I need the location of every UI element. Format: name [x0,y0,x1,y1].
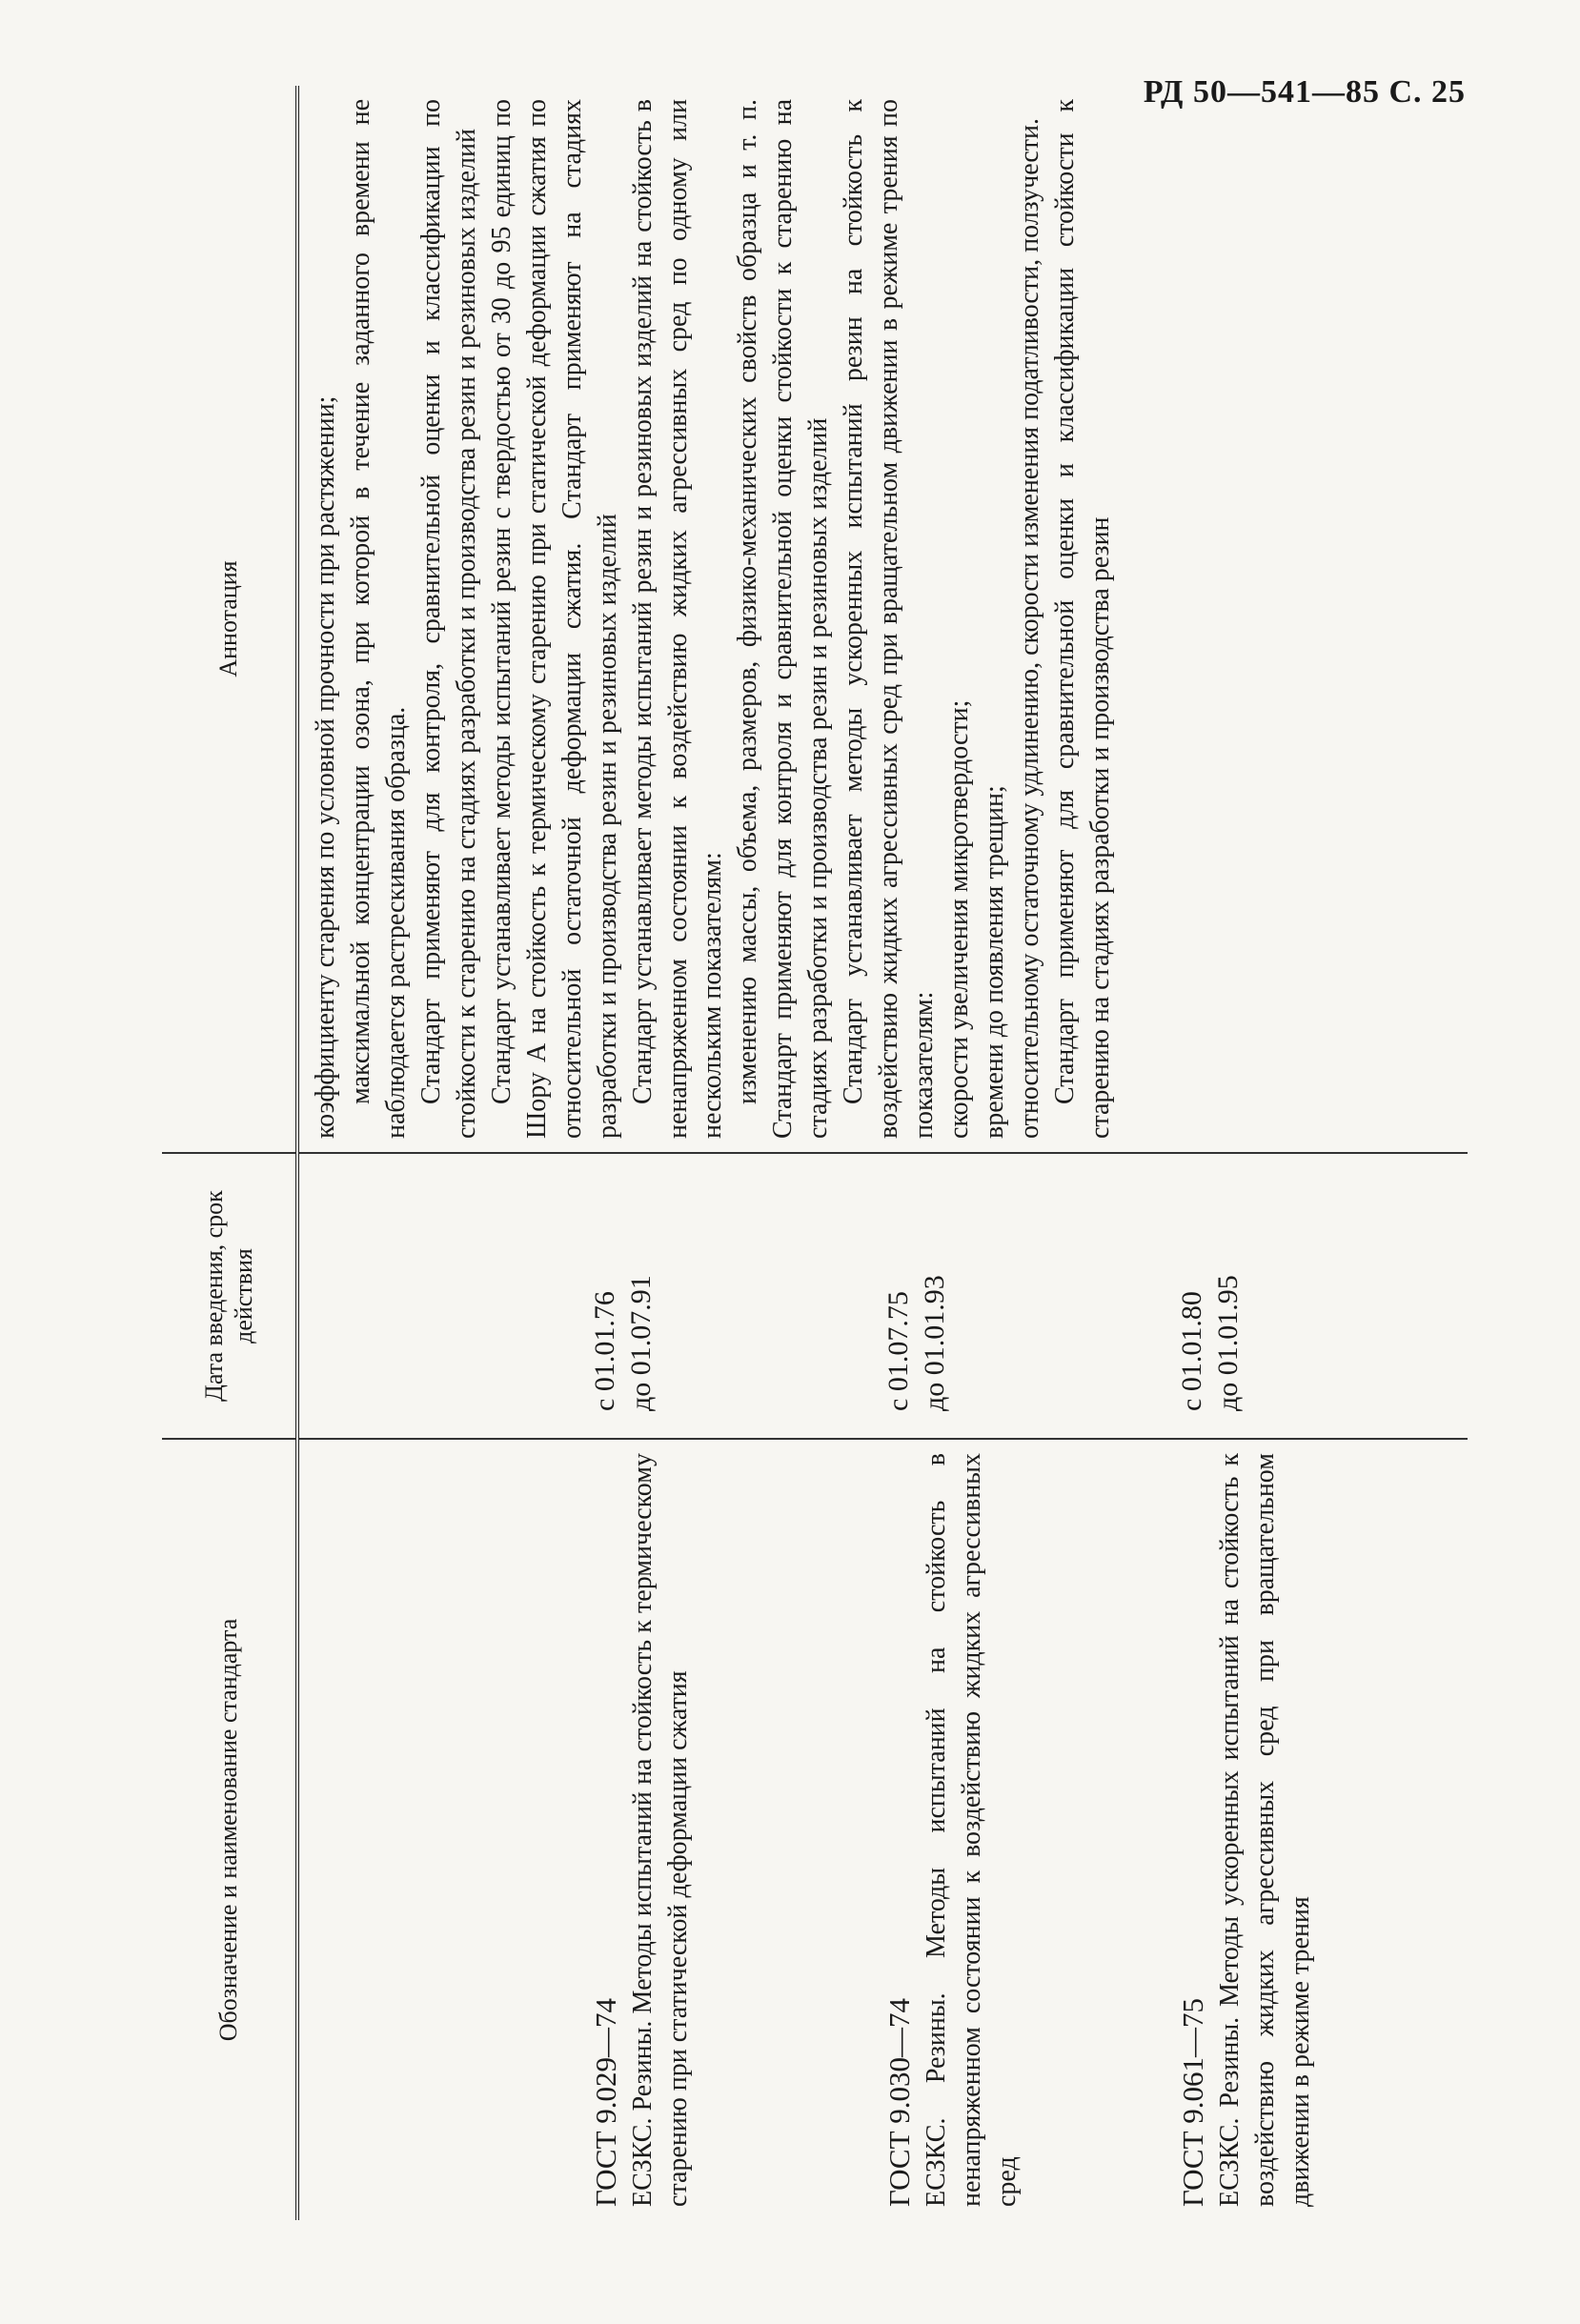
annotation-paragraph: Стандарт применяют для сравнительной оценки и классификации стойкости к старению на стадиях разработки и производства резин [1050,99,1115,1139]
annotation-paragraph: максимальной концентрации озона, при которой в течение заданного времени не наблюдается растрескивания образца. [345,99,411,1139]
standard-title: ЕСЗКС. Резины. Методы испытаний на стойкость в ненапряженном состоянии к воздействию жидких агрессивных сред [921,1453,1022,2207]
date-from: с 01.01.76 [589,1291,620,1411]
date-to: до 01.01.93 [918,1275,950,1411]
standard-title: ЕСЗКС. Резины. Методы ускоренных испытаний на стойкость к воздействию жидких агрессивных сред при вращательном движении в режиме трения [1214,1453,1315,2207]
column-header-standard: Обозначение и наименование стандарта [162,1439,297,2220]
annotation-line: скорости увеличения микротвердости; [944,699,975,1139]
date-to: до 01.01.95 [1211,1275,1244,1411]
annotation-paragraph: коэффициенту старения по условной прочности при растяжении; [311,395,340,1139]
annotation-paragraph: Стандарт устанавливает методы испытаний резин с твердостью от 30 до 95 единиц по Шору А на стойкость к термическому старению при статической деформации сжатия по относительной остаточной деформации сжатия. Стандарт применяют на стадиях разработки и производства резин и резиновых изделий [486,99,622,1139]
annotation-paragraph: изменению массы, объема, размеров, физико-механических свойств образца и т. п. Стандарт применяют для контроля и сравнительной оценки стойкости к старению на стадиях разработки и производства резин и резиновых изделий [733,99,834,1139]
table-header-row [162,86,297,2220]
standard-entry [587,1453,881,2207]
date-entry [587,1167,881,1425]
date-from: с 01.07.75 [882,1291,914,1411]
annotation-cell [297,86,1468,1153]
standard-entry [881,1453,1174,2207]
table-body-row [297,86,1468,2220]
annotation-paragraph: Стандарт устанавливает методы ускоренных испытаний резин на стойкость к воздействию жидких агрессивных сред при вращательном движении в режиме трения по показателям: [839,99,940,1139]
page-header: РД 50—541—85 С. 25 [1143,74,1466,110]
annotation-line: относительному остаточному удлинению, скорости изменения податливости, ползучести. [1015,118,1045,1139]
standard-entry [1174,1453,1468,2207]
date-to: до 01.07.91 [624,1275,657,1411]
date-entry [1174,1167,1468,1425]
annotation-line: времени до появления трещин; [980,785,1010,1139]
standards-table [162,86,1468,2220]
dates-cell [297,1153,1468,1439]
date-entry [881,1167,1174,1425]
standard-title: ЕСЗКС. Резины. Методы испытаний на стойкость к термическому старению при статической деформации сжатия [627,1453,693,2207]
standard-code: ГОСТ 9.061—75 [1176,1997,1209,2207]
standard-code: ГОСТ 9.030—74 [882,1997,916,2207]
standard-code: ГОСТ 9.029—74 [589,1997,622,2207]
annotation-paragraph: Стандарт применяют для контроля, сравнительной оценки и классификации по стойкости к старению на стадиях разработки и производства резин и резиновых изделий [415,99,481,1139]
rotated-table-block [162,86,1439,2220]
column-header-dates: Дата введения, срок действия [162,1153,297,1439]
annotation-paragraph: Стандарт устанавливает методы испытаний резин и резиновых изделий на стойкость в ненапряженном состоянии к воздействию жидких агрессивных сред по одному или нескольким показателям: [627,99,728,1139]
date-from: с 01.01.80 [1176,1291,1207,1411]
standards-cell [297,1439,1468,2220]
column-header-annotation: Аннотация [162,86,297,1153]
